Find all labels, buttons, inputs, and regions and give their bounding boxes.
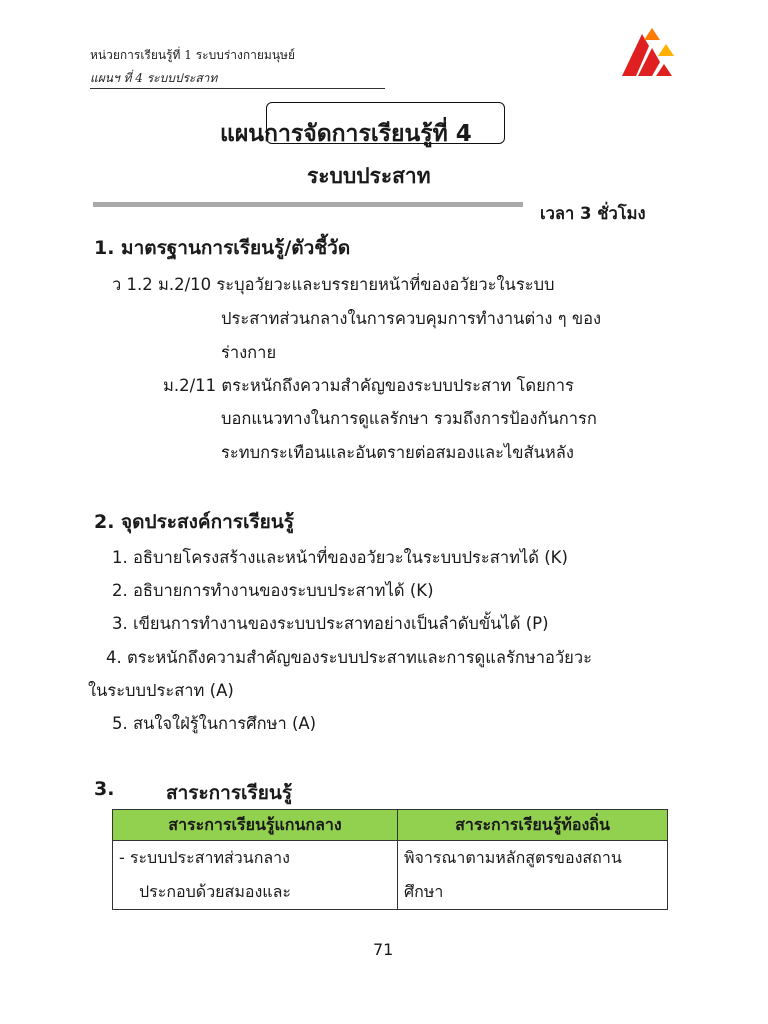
content-table <box>112 809 668 910</box>
table-cell-core <box>113 841 398 910</box>
duration: เวลา 3 ชั่วโมง <box>540 204 646 223</box>
objective-item: 1. อธิบายโครงสร้างและหน้าที่ของอวัยวะในระบบประสาทได้ (K) <box>112 548 568 567</box>
table-header-row <box>113 810 668 841</box>
core-line: - ระบบประสาทส่วนกลาง <box>119 848 290 867</box>
standard-line: ม.2/11 ตระหนักถึงความสำคัญของระบบประสาท โดยการ <box>163 376 574 395</box>
section3-number: 3. <box>94 778 115 800</box>
page-number: 71 <box>373 940 394 959</box>
section3-heading: สาระการเรียนรู้ <box>166 782 293 804</box>
table-row <box>113 841 668 910</box>
table-header-core: สาระการเรียนรู้แกนกลาง <box>113 810 398 841</box>
title-divider <box>93 202 523 207</box>
table-header-local: สาระการเรียนรู้ท้องถิ่น <box>398 810 668 841</box>
core-line: ประกอบด้วยสมองและ <box>139 882 291 901</box>
objective-item: ในระบบประสาท (A) <box>88 681 234 700</box>
logo-icon <box>622 26 677 78</box>
standard-line: ร่างกาย <box>221 343 277 362</box>
local-line: ศึกษา <box>404 882 444 901</box>
table-cell-local <box>398 841 668 910</box>
objective-item: 3. เขียนการทำงานของระบบประสาทอย่างเป็นลำดับขั้นได้ (P) <box>112 614 549 633</box>
standard-line: บอกแนวทางในการดูแลรักษา รวมถึงการป้องกันการก <box>221 409 597 428</box>
unit-header: หน่วยการเรียนรู้ที่ 1 ระบบร่างกายมนุษย์ <box>90 48 295 62</box>
local-line: พิจารณาตามหลักสูตรของสถาน <box>404 848 622 867</box>
page-title: แผนการจัดการเรียนรู้ที่ 4 <box>220 121 472 147</box>
standard-line: ว 1.2 ม.2/10 ระบุอวัยวะและบรรยายหน้าที่ของอวัยวะในระบบ <box>112 275 555 294</box>
objective-item: 4. ตระหนักถึงความสำคัญของระบบประสาทและการดูแลรักษาอวัยวะ <box>106 648 592 667</box>
section2-heading: 2. จุดประสงค์การเรียนรู้ <box>94 511 294 533</box>
page-subtitle: ระบบประสาท <box>307 164 431 188</box>
section1-heading: 1. มาตรฐานการเรียนรู้/ตัวชี้วัด <box>94 237 351 259</box>
standard-line: ประสาทส่วนกลางในการควบคุมการทำงานต่าง ๆ ของ <box>221 309 602 328</box>
standard-line: ระทบกระเทือนและอันตรายต่อสมองและไขสันหลัง <box>221 443 574 462</box>
objective-item: 2. อธิบายการทำงานของระบบประสาทได้ (K) <box>112 581 434 600</box>
objective-item: 5. สนใจใฝ่รู้ในการศึกษา (A) <box>112 714 317 733</box>
plan-header: แผนฯ ที่ 4 ระบบประสาท <box>90 69 385 89</box>
